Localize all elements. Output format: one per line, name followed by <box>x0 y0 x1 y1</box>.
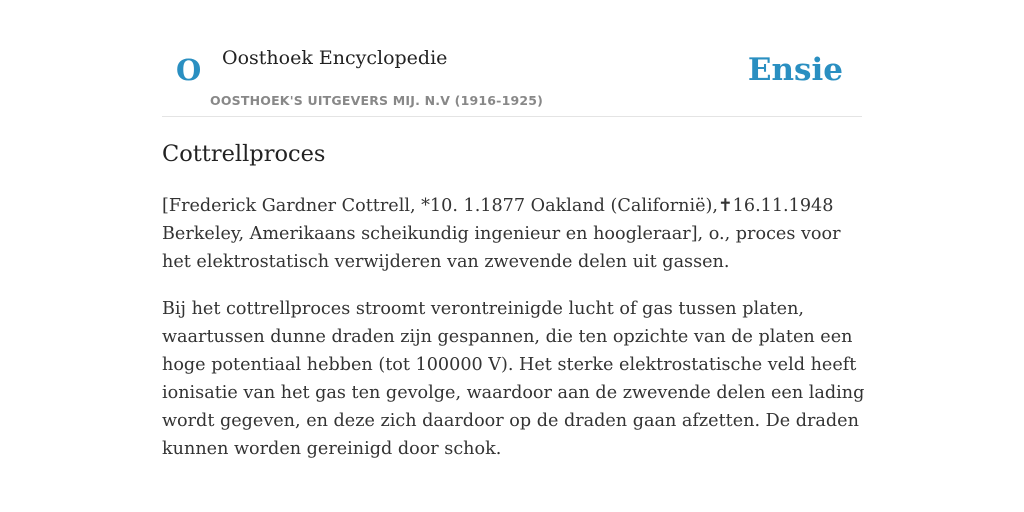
brand-logo[interactable]: Ensie <box>747 52 843 88</box>
page-title: Cottrellproces <box>162 141 326 167</box>
article-paragraph: [Frederick Gardner Cottrell, *10. 1.1877 Oakland (Californië),✝16.11.1948 Berkeley, Amerikaans scheikundig ingenieur en hoogleraar], o., proces voor het elektrostatisch verwijderen van zwevende delen uit gassen. <box>162 196 841 272</box>
source-title[interactable]: Oosthoek Encyclopedie <box>222 47 448 69</box>
source-subtitle: OOSTHOEK'S UITGEVERS MIJ. N.V (1916-1925) <box>210 93 544 108</box>
article-body <box>162 192 867 482</box>
article-paragraph: Bij het cottrellproces stroomt verontreinigde lucht of gas tussen platen, waartussen dunne draden zijn gespannen, die ten opzichte van de platen een hoge potentiaal hebben (tot 100000 V). Het sterke elektrostatische veld heeft ionisatie van het gas ten gevolge, waardoor aan de zwevende delen een lading wordt gegeven, en deze zich daardoor op de draden gaan afzetten. De draden kunnen worden gereinigd door schok. <box>162 299 865 459</box>
source-logo[interactable]: O <box>176 53 202 87</box>
source-header <box>162 0 862 117</box>
